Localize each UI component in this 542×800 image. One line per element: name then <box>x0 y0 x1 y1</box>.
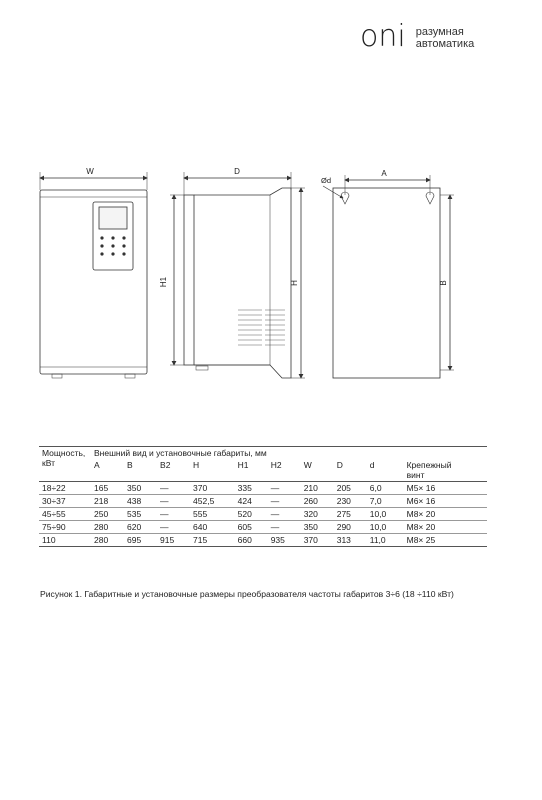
table-row: 18÷22 165 350 — 370 335 — 210 205 6,0 M5× 16 <box>39 482 487 495</box>
front-view <box>40 172 147 378</box>
side-view <box>170 172 305 378</box>
label-w: W <box>86 167 94 176</box>
brand-logo <box>360 19 475 54</box>
group-header: Внешний вид и установочные габариты, мм <box>91 447 487 460</box>
power-header: Мощность, кВт <box>39 447 91 482</box>
table-row: 75÷90 280 620 — 640 605 — 350 290 10,0 M8× 20 <box>39 521 487 534</box>
label-od: Ød <box>321 176 332 185</box>
col-header: d <box>367 459 404 482</box>
label-d: D <box>234 167 240 176</box>
col-header: B2 <box>157 459 190 482</box>
table-row: 45÷55 250 535 — 555 520 — 320 275 10,0 M8× 20 <box>39 508 487 521</box>
table-row: 110 280 695 915 715 660 935 370 313 11,0 M8× 25 <box>39 534 487 547</box>
logo-tagline <box>416 26 475 50</box>
col-header: H2 <box>268 459 301 482</box>
tagline-line2: автоматика <box>415 38 475 50</box>
table-row: 30÷37 218 438 — 452,5 424 — 260 230 7,0 M6× 16 <box>39 495 487 508</box>
label-a: A <box>381 169 387 178</box>
col-header: B <box>124 459 157 482</box>
label-h1: H1 <box>159 276 168 288</box>
mount-view <box>323 175 454 378</box>
label-b: B <box>439 280 448 286</box>
table-column-header-row <box>39 459 487 482</box>
label-h: H <box>290 280 299 286</box>
dimension-drawings <box>0 150 542 390</box>
logo-mark: oni <box>360 19 406 54</box>
col-header: D <box>334 459 367 482</box>
col-header: A <box>91 459 124 482</box>
dimensions-table <box>39 446 487 547</box>
figure-caption: Рисунок 1. Габаритные и установочные размеры преобразователя частоты габаритов 3÷6 (18 ÷110 кВт) <box>40 589 454 599</box>
col-header: W <box>301 459 334 482</box>
tagline-line1: разумная <box>415 26 464 38</box>
col-header: H1 <box>235 459 268 482</box>
col-header: H <box>190 459 235 482</box>
table-group-header-row <box>39 447 487 460</box>
screw-header: Крепежный винт <box>404 459 487 482</box>
